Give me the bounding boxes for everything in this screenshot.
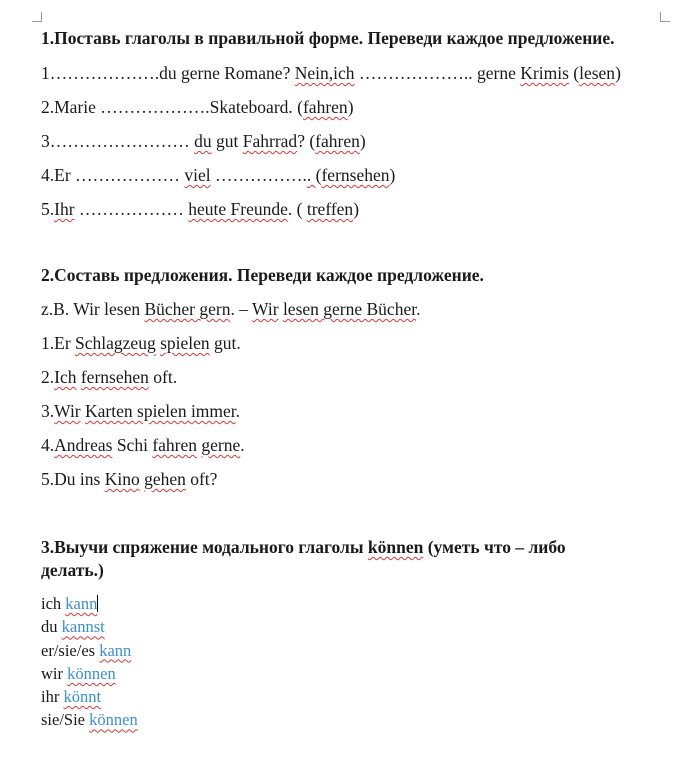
section2-item-5: 5.Du ins Kino gehen oft?	[41, 469, 218, 489]
page-corner-mark-right	[660, 12, 670, 22]
conjugation-row: ich kann	[41, 594, 98, 613]
section1-item-1: 1……………….du gerne Romane? Nein,ich ……………….. gerne Krimis (lesen)	[41, 63, 621, 83]
conjugation-row: sie/Sie können	[41, 710, 138, 730]
conjugation-table	[41, 592, 138, 732]
section2-heading: 2.Составь предложения. Переведи каждое предложение.	[41, 265, 484, 285]
conjugation-row: er/sie/es kann	[41, 640, 132, 660]
section2-item-3: 3.Wir Karten spielen immer.	[41, 401, 241, 421]
section1-item-3: 3…………………… du gut Fahrrad? (fahren)	[41, 131, 366, 151]
text-cursor	[97, 595, 98, 612]
section2-item-4: 4.Andreas Schi fahren gerne.	[41, 435, 245, 455]
section2-item-1: 1.Er Schlagzeug spielen gut.	[41, 333, 241, 353]
section1-item-2: 2.Marie ……………….Skateboard. (fahren)	[41, 97, 354, 117]
conjugation-row: du kannst	[41, 617, 105, 637]
section3-heading: 3.Выучи спряжение модального глаголы können (уметь что – либо	[41, 537, 566, 557]
section1-heading: 1.Поставь глаголы в правильной форме. Переведи каждое предложение.	[41, 28, 615, 48]
conjugation-row: ihr könnt	[41, 687, 102, 707]
conjugation-row: wir können	[41, 663, 116, 683]
section1-item-4: 4.Er ……………… viel …………….. (fernsehen)	[41, 165, 396, 185]
section1-item-5: 5.Ihr ……………… heute Freunde. ( treffen)	[41, 199, 360, 219]
page-corner-mark-left	[32, 12, 42, 22]
section2-item-2: 2.Ich fernsehen oft.	[41, 367, 178, 387]
section2-example: z.B. Wir lesen Bücher gern. – Wir lesen gerne Bücher.	[41, 299, 421, 319]
section3-heading-line2: делать.)	[41, 560, 104, 580]
